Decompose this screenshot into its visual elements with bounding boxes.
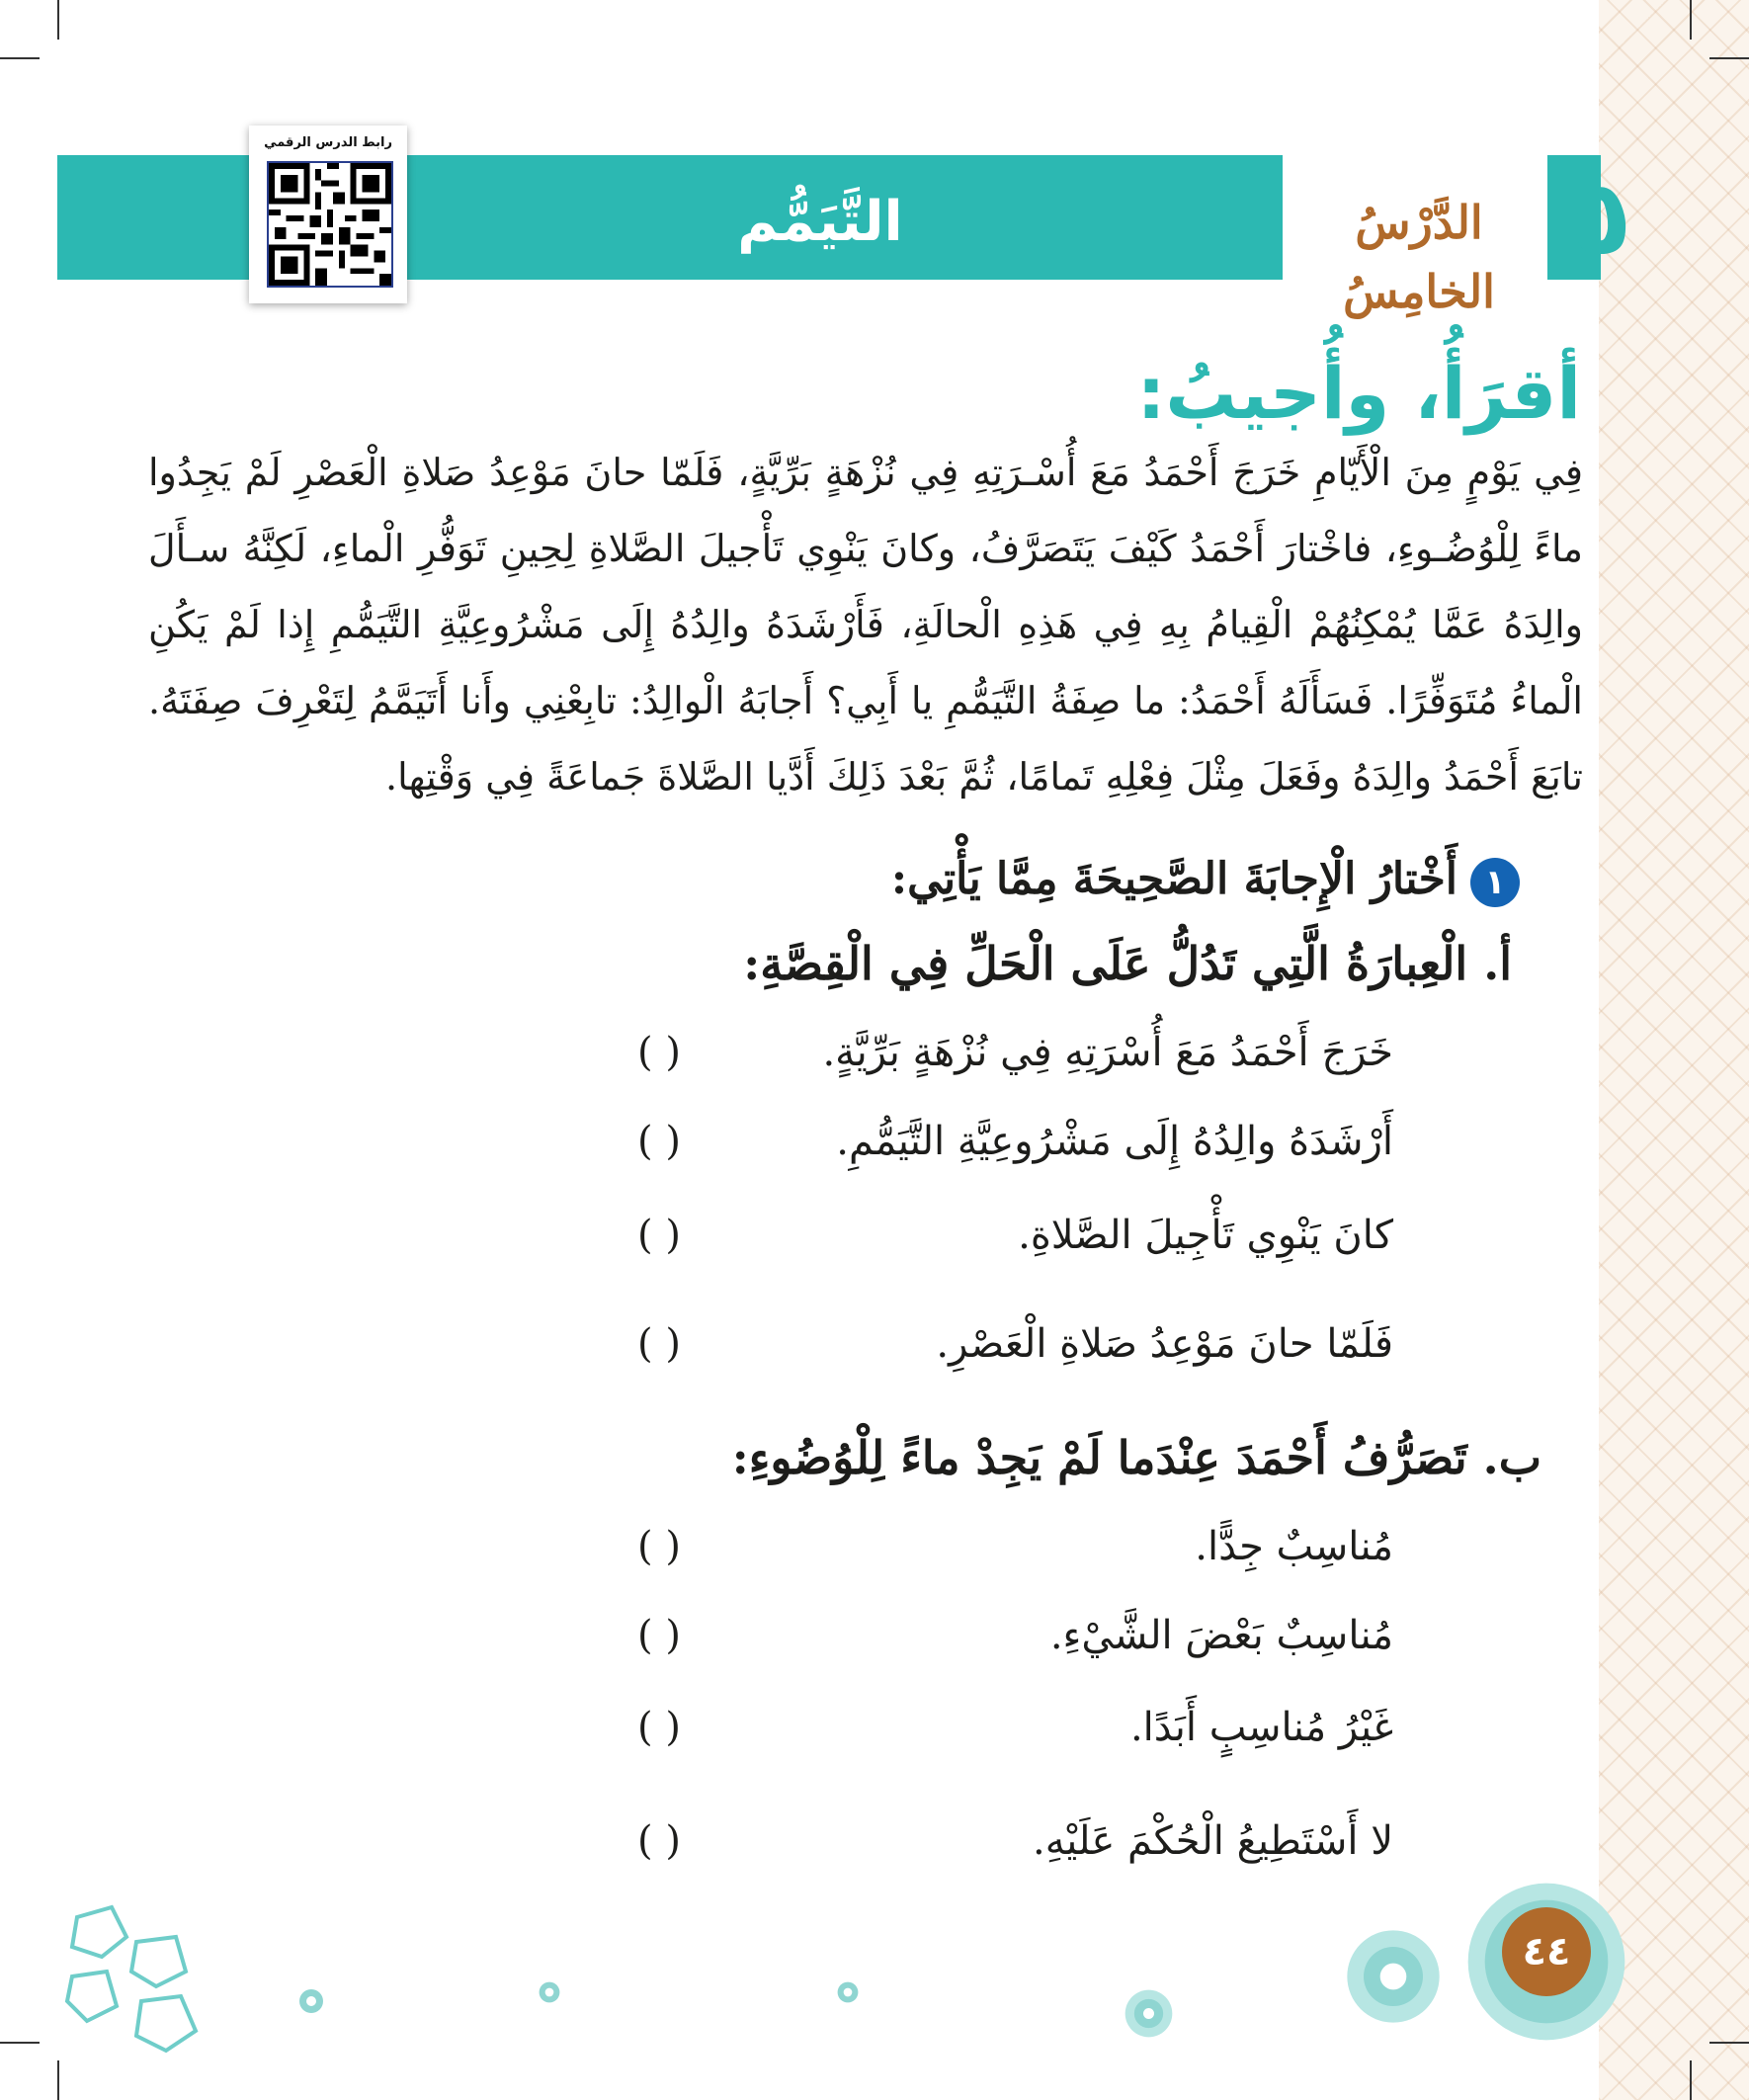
- part-b-option-4: لا أَسْتَطِيعُ الْحُكْمَ عَلَيْهِ.: [1033, 1818, 1393, 1864]
- answer-box[interactable]: ( ): [637, 1321, 681, 1367]
- story-paragraph: فِي يَوْمٍ مِنَ الْأَيّامِ خَرَجَ أَحْمَدُ مَعَ أُسْـرَتِهِ فِي نُزْهَةٍ بَرِّيَّةٍ، فَلَمّا حانَ مَوْعِدُ صَلاةِ الْعَصْرِ لَمْ يَجِدُوا ماءً لِلْوُضُـوءِ، فاخْتارَ أَحْمَدُ كَيْفَ يَتَصَرَّفُ، وكانَ يَنْوِي تَأْجيلَ الصَّلاةِ لِحِينِ تَوَفُّرِ الْماءِ، لَكِنَّهُ سـأَلَ والِدَهُ عَمَّا يُمْكِنُهُمْ الْقِيامُ بِهِ فِي هَذِهِ الْحالَةِ، فَأَرْشَدَهُ والِدُهُ إِلَى مَشْرُوعِيَّةِ التَّيَمُّمِ إِذا لَمْ يَكُنِ الْماءُ مُتَوَفِّرًا. فَسَأَلَهُ أَحْمَدُ: ما صِفَةُ التَّيَمُّمِ يا أَبِي؟ أَجابَهُ الْوالِدُ: تابِعْنِي وأَنا أَتَيَمَّمُ لِتَعْرِفَ صِفَتَهُ. تابَعَ أَحْمَدُ والِدَهُ وفَعَلَ مِثْلَ فِعْلِهِ تَمامًا، ثُمَّ بَعْدَ ذَلِكَ أَدَّيا الصَّلاةَ جَماعَةً فِي وَقْتِها.: [148, 451, 1583, 798]
- qr-card[interactable]: [249, 126, 407, 303]
- lesson-title: التَّيَمُّم: [737, 190, 903, 254]
- part-a-option-1: خَرَجَ أَحْمَدُ مَعَ أُسْرَتِهِ فِي نُزْهَةٍ بَرِّيَّةٍ.: [822, 1030, 1393, 1075]
- crop-mark: [1709, 2042, 1749, 2044]
- decorative-side-pattern: [1599, 0, 1749, 2100]
- small-rosette-icon: [537, 1979, 562, 2005]
- small-rosette-icon: [835, 1979, 861, 2005]
- answer-box[interactable]: ( ): [637, 1030, 681, 1075]
- part-a-option-3: كانَ يَنْوِي تَأْجِيلَ الصَّلاةِ.: [1018, 1213, 1393, 1258]
- footer-geometric-icon: [57, 1902, 215, 2060]
- crop-mark: [57, 2060, 59, 2100]
- question-prompt: أَخْتارُ الْإِجابَةَ الصَّحِيحَةَ مِمَّا يَأْتِي:: [890, 854, 1458, 904]
- rosette-icon: [1344, 1927, 1443, 2026]
- answer-box[interactable]: ( ): [637, 1524, 681, 1569]
- lesson-number: ٥: [1569, 157, 1632, 278]
- answer-box[interactable]: ( ): [637, 1213, 681, 1258]
- section-heading: أقرَأُ، وأُجيبُ:: [1136, 352, 1581, 435]
- part-b-option-3: غَيْرُ مُناسِبٍ أَبَدًا.: [1129, 1705, 1393, 1750]
- answer-box[interactable]: ( ): [637, 1613, 681, 1658]
- part-b-prompt: ب. تَصَرُّفُ أَحْمَدَ عِنْدَما لَمْ يَجِدْ ماءً لِلْوُضُوءِ:: [731, 1431, 1541, 1484]
- crop-mark: [1709, 57, 1749, 59]
- crop-mark: [57, 0, 59, 40]
- page-number: ٤٤: [1502, 1907, 1591, 1996]
- part-b-option-1: مُناسِبٌ جِدًّا.: [1195, 1524, 1393, 1569]
- small-rosette-icon: [1122, 1986, 1176, 2041]
- answer-box[interactable]: ( ): [637, 1818, 681, 1864]
- part-a-prompt: أ. الْعِبارَةُ الَّتِي تَدُلُّ عَلَى الْحَلِّ فِي الْقِصَّةِ:: [743, 937, 1512, 990]
- qr-label: رابط الدرس الرقمي: [264, 135, 392, 150]
- crop-mark: [1690, 0, 1692, 40]
- lesson-label: الدَّرْسُ الخامِسُ: [1343, 196, 1495, 318]
- crop-mark: [0, 57, 40, 59]
- answer-box[interactable]: ( ): [637, 1705, 681, 1750]
- part-a-option-4: فَلَمّا حانَ مَوْعِدُ صَلاةِ الْعَصْرِ.: [936, 1321, 1393, 1367]
- crop-mark: [1690, 2060, 1692, 2100]
- part-a-option-2: أَرْشَدَهُ والِدُهُ إِلَى مَشْرُوعِيَّةِ التَّيَمُّمِ.: [836, 1119, 1393, 1164]
- part-b-option-2: مُناسِبٌ بَعْضَ الشَّيْءِ.: [1049, 1613, 1393, 1658]
- answer-box[interactable]: ( ): [637, 1119, 681, 1164]
- qr-code-icon[interactable]: [267, 161, 393, 288]
- crop-mark: [0, 2042, 40, 2044]
- question-number-badge: ١: [1470, 858, 1520, 907]
- small-rosette-icon: [296, 1986, 326, 2016]
